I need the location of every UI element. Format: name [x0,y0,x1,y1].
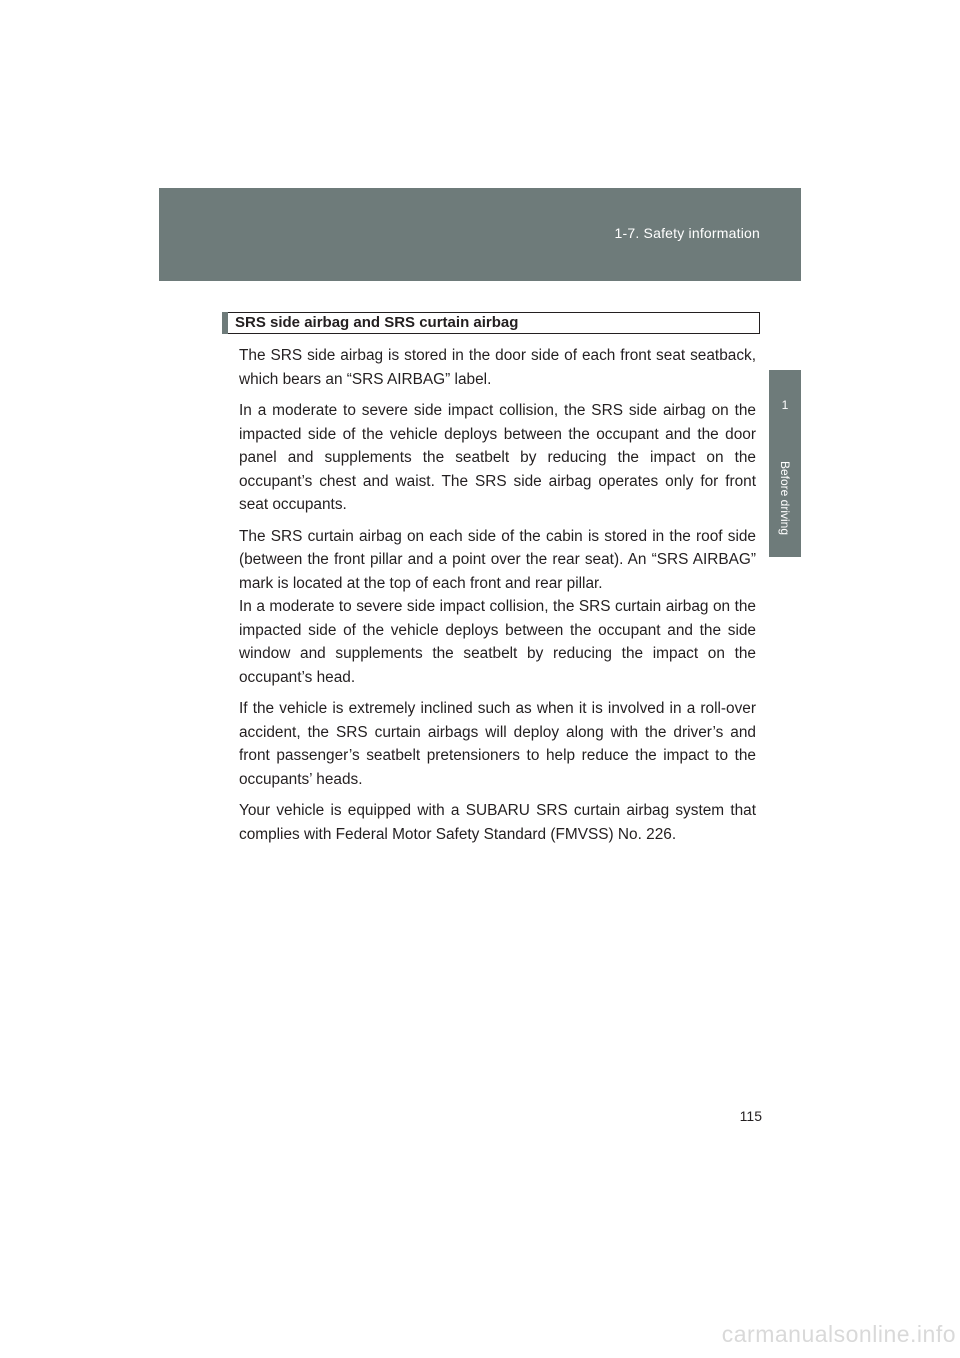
main-content [222,312,760,854]
paragraph-curtain-airbag-location: The SRS curtain airbag on each side of the cabin is stored in the roof side (between the front pillar and a point over the rear seat). An “SRS AIRBAG” mark is located at the top of each front and rear pillar. [239,527,756,592]
header-band [159,188,801,281]
paragraph-fmvss-compliance: Your vehicle is equipped with a SUBARU SRS curtain airbag system that complies with Federal Motor Safety Standard (FMVSS) No. 226. [239,802,756,843]
section-heading: SRS side airbag and SRS curtain airbag [222,312,760,334]
chapter-tab-number [769,370,801,439]
paragraph-side-airbag-location: The SRS side airbag is stored in the door side of each front seat seatback, which bears an “SRS AIRBAG” label. [239,347,756,388]
paragraph-rollover: If the vehicle is extremely inclined such as when it is involved in a roll-over accident, the SRS curtain airbags will deploy along with the driver’s and front passenger’s seatbelt pretensioners to help reduce the impact to the occupants’ heads. [239,700,756,788]
page-number: 115 [739,1108,762,1124]
chapter-number: 1 [781,398,789,412]
chapter-label: Before driving [778,460,792,536]
paragraph-side-airbag-deployment: In a moderate to severe side impact collision, the SRS side airbag on the impacted side of the vehicle deploys between the occupant and the door panel and supplements the seatbelt by reducing the impact on the occupant’s chest and waist. The SRS side airbag operates only for front seat occupants. [239,402,756,513]
header-section-title: 1-7. Safety information [614,225,760,241]
watermark-text: carmanualsonline.info [721,1321,956,1347]
section-body [222,344,760,846]
paragraph-curtain-airbag-deployment: In a moderate to severe side impact collision, the SRS curtain airbag on the impacted side of the vehicle deploys between the occupant and the side window and supplements the seatbelt by reducing the impact on the occupant’s head. [239,598,756,686]
chapter-tab-label [769,439,801,557]
